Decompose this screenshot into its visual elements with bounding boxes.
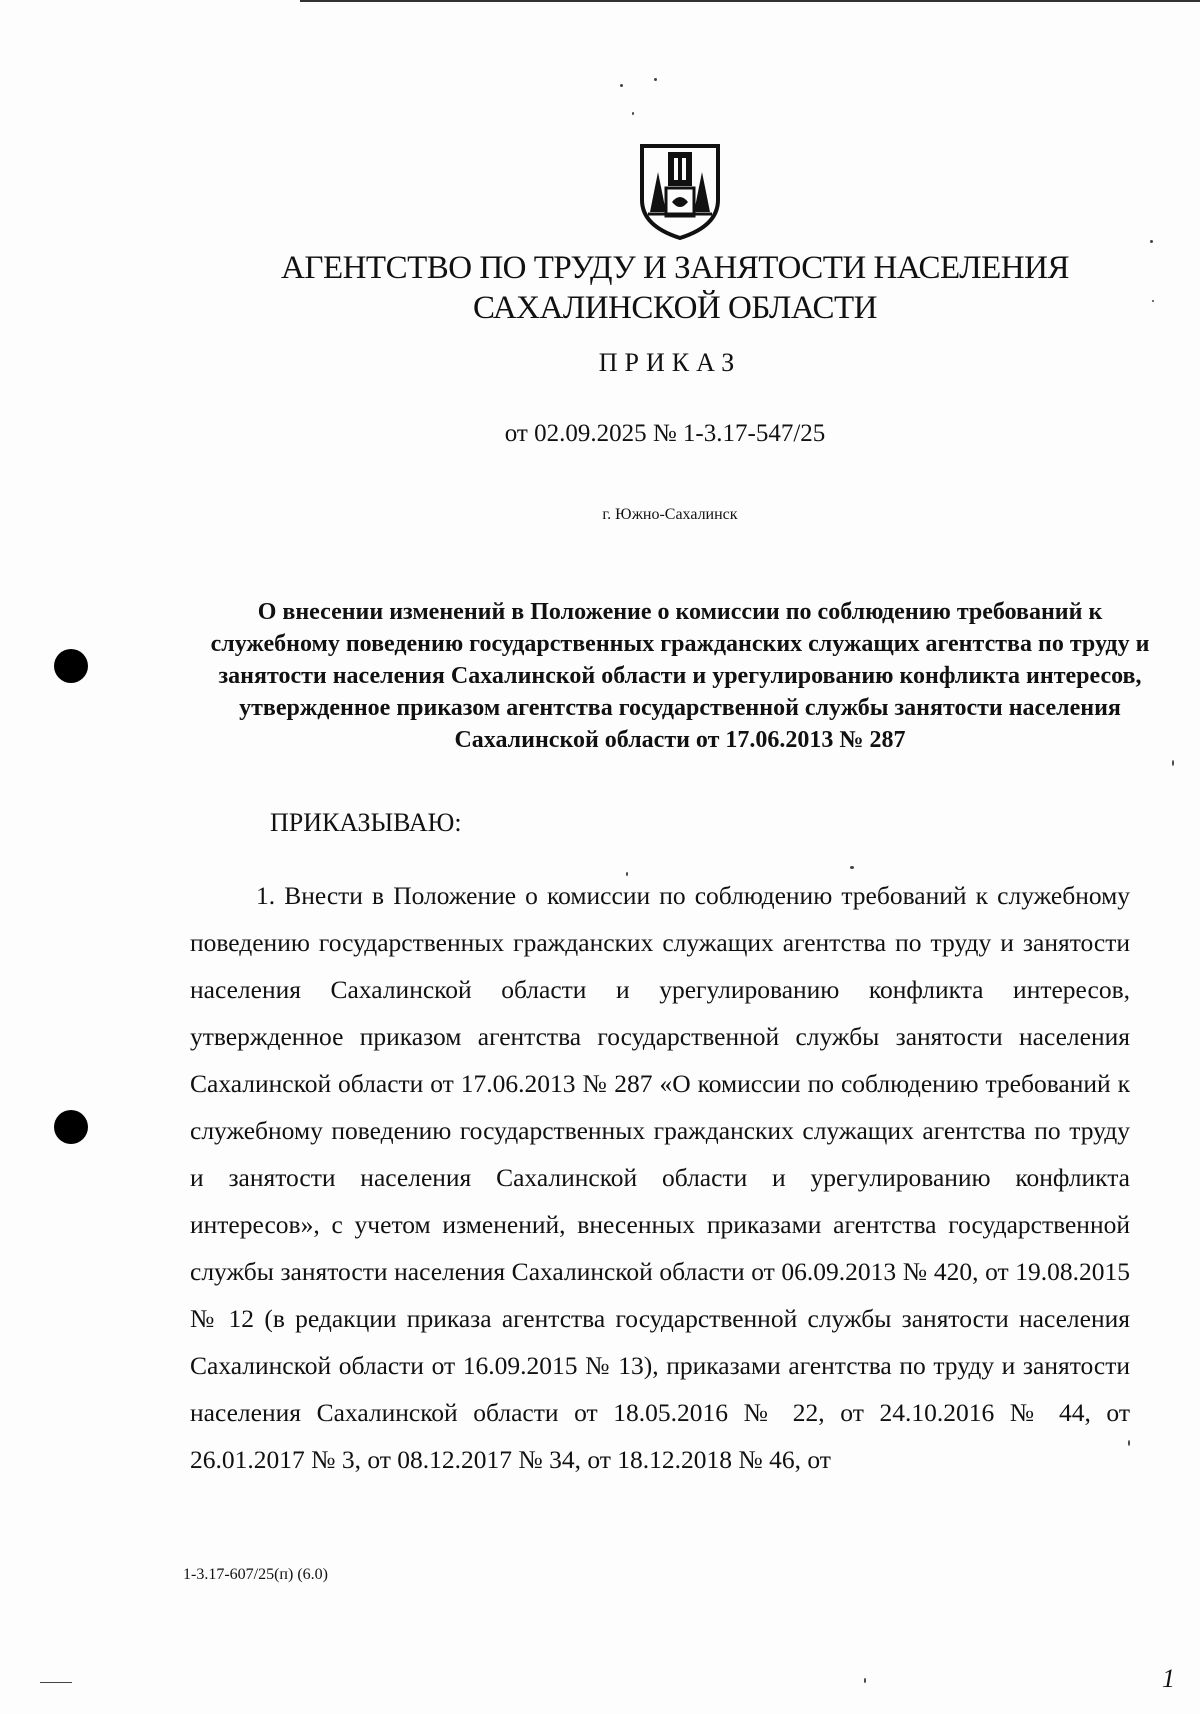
punch-hole-top (54, 649, 88, 683)
scan-speck (632, 112, 634, 115)
document-date-number: от 02.09.2025 № 1-3.17-547/25 (504, 420, 826, 447)
scan-speck (626, 872, 628, 876)
scan-speck (620, 84, 623, 87)
page-number: 1 (1162, 1664, 1175, 1693)
agency-name-line-2: САХАЛИНСКОЙ ОБЛАСТИ (472, 290, 878, 326)
scan-speck (1150, 240, 1153, 243)
scan-speck (850, 866, 854, 869)
scan-speck (40, 1682, 72, 1683)
agency-name-line-1: АГЕНТСТВО ПО ТРУДУ И ЗАНЯТОСТИ НАСЕЛЕНИЯ (281, 250, 1069, 286)
coat-of-arms-emblem (636, 142, 724, 242)
scan-speck (654, 78, 657, 81)
scan-speck (1128, 1440, 1130, 1446)
order-word: ПРИКАЗЫВАЮ: (270, 808, 462, 837)
body-paragraph-1: 1. Внести в Положение о комиссии по соблюдению требований к служебному поведению государственных гражданских служащих агентства по труду и занятости населения Сахалинской области и урегулированию конфликта интересов, утвержденное приказом агентства государственной службы занятости населения Сахалинской области от 17.06.2013 № 287 «О комиссии по соблюдению требований к служебному поведению государственных гражданских служащих агентства по труду и занятости населения Сахалинской области и урегулированию конфликта интересов», с учетом изменений, внесенных приказами агентства государственной службы занятости населения Сахалинской области от 06.09.2013 № 420, от 19.08.2015 № 12 (в редакции приказа агентства государственной службы занятости населения Сахалинской области от 16.09.2015 № 13), приказами агентства по труду и занятости населения Сахалинской области от 18.05.2016 № 22, от 24.10.2016 № 44, от 26.01.2017 № 3, от 08.12.2017 № 34, от 18.12.2018 № 46, от (190, 881, 1130, 1474)
scan-speck (864, 1678, 866, 1683)
agency-name (200, 248, 1150, 328)
punch-hole-bottom (54, 1110, 88, 1144)
document-title: О внесении изменений в Положение о комиссии по соблюдению требований к служебному поведению государственных гражданских служащих агентства по труду и занятости населения Сахалинской области и урегулированию конфликта интересов, утвержденное приказом агентства государственной службы занятости населения Сахалинской области от 17.06.2013 № 287 (210, 599, 1150, 753)
document-type: ПРИКАЗ (598, 348, 742, 377)
scan-edge-line (300, 0, 1200, 2)
footer-document-code: 1-3.17-607/25(п) (6.0) (183, 1566, 328, 1583)
document-city: г. Южно-Сахалинск (602, 506, 738, 523)
scan-speck (1152, 300, 1154, 302)
scan-speck (1172, 760, 1174, 766)
